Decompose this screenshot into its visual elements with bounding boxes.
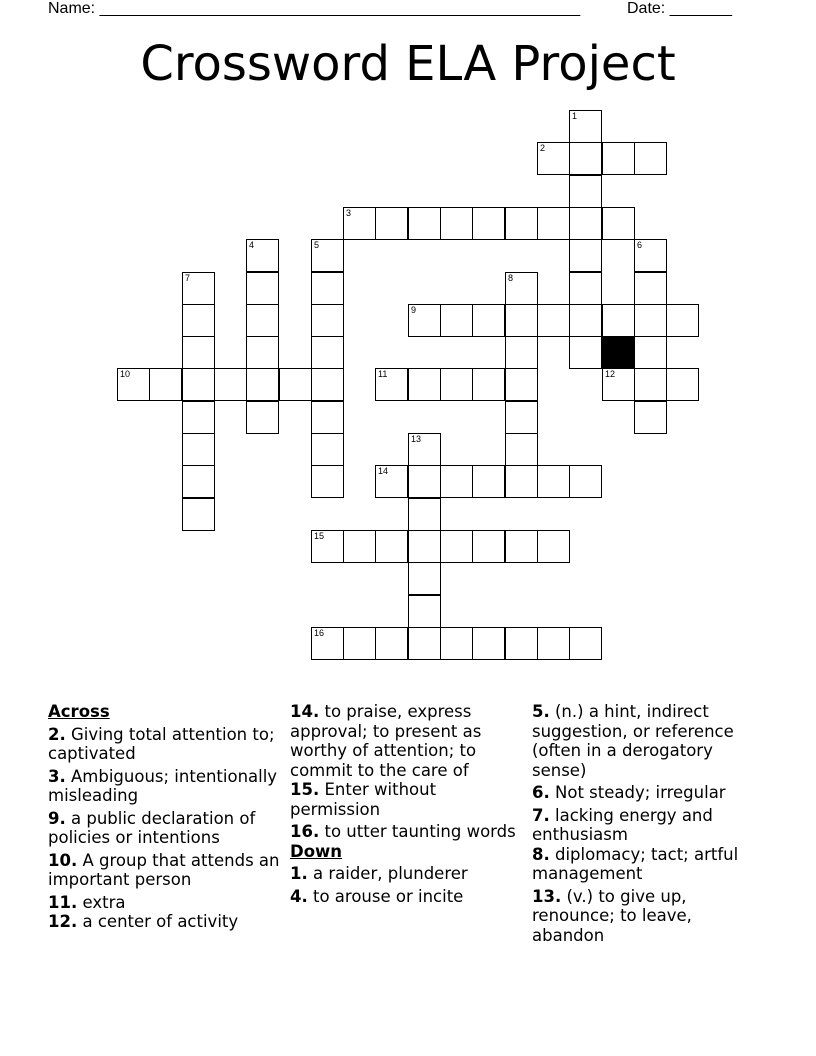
grid-cell[interactable] (505, 368, 538, 401)
clue-number: 12. (48, 912, 78, 931)
grid-cell[interactable] (569, 142, 602, 175)
grid-cell[interactable] (408, 465, 441, 498)
grid-cell[interactable] (505, 401, 538, 434)
grid-cell[interactable] (472, 368, 505, 401)
clue-across-11 (48, 893, 280, 913)
grid-cell[interactable] (505, 530, 538, 563)
grid-cell[interactable] (634, 368, 667, 401)
grid-cell[interactable] (537, 627, 570, 660)
clue-across-12 (48, 912, 280, 932)
grid-cell[interactable] (472, 530, 505, 563)
clue-number: 1. (290, 864, 308, 883)
grid-cell[interactable] (634, 304, 667, 337)
grid-cell[interactable] (537, 142, 570, 175)
grid-cell[interactable] (343, 530, 376, 563)
cell-number: 5 (314, 240, 320, 250)
clue-text: A group that attends an important person (48, 850, 280, 889)
grid-cell[interactable] (311, 239, 344, 272)
clue-number: 10. (48, 850, 78, 870)
clue-text: a public declaration of policies or intentions (48, 808, 256, 847)
grid-cell[interactable] (246, 401, 279, 434)
grid-cell[interactable] (634, 239, 667, 272)
cell-number: 3 (346, 208, 352, 218)
clue-text: Giving total attention to; captivated (48, 724, 275, 763)
grid-cell[interactable] (505, 465, 538, 498)
grid-cell[interactable] (569, 627, 602, 660)
grid-cell[interactable] (311, 433, 344, 466)
grid-cell[interactable] (182, 401, 215, 434)
grid-cell[interactable] (246, 368, 279, 401)
grid-cell[interactable] (634, 401, 667, 434)
cell-number: 10 (120, 369, 131, 379)
clue-text: Ambiguous; intentionally misleading (48, 766, 278, 805)
grid-cell[interactable] (666, 368, 699, 401)
grid-cell[interactable] (182, 498, 215, 531)
grid-cell[interactable] (246, 239, 279, 272)
grid-cell[interactable] (472, 304, 505, 337)
grid-cell[interactable] (182, 465, 215, 498)
clue-across-9 (48, 809, 280, 848)
clue-text: diplomacy; tact; artful management (532, 844, 739, 883)
cell-number: 9 (411, 305, 417, 315)
cell-number: 1 (572, 111, 578, 121)
clue-text: (v.) to give up, renounce; to leave, abandon (532, 886, 692, 945)
grid-cell[interactable] (246, 272, 279, 305)
clue-number: 15. (290, 780, 320, 799)
grid-cell[interactable] (408, 595, 441, 628)
clue-text: extra (82, 892, 126, 912)
down-heading: Down (290, 841, 343, 861)
clue-number: 6. (532, 783, 550, 802)
cell-number: 6 (637, 240, 643, 250)
across-heading: Across (48, 702, 110, 721)
clue-across-2 (48, 725, 280, 764)
grid-cell[interactable] (505, 272, 538, 305)
clue-number: 13. (532, 886, 562, 906)
clue-across-3 (48, 767, 280, 806)
grid-cell[interactable] (311, 368, 344, 401)
grid-cell[interactable] (602, 368, 635, 401)
grid-cell[interactable] (343, 207, 376, 240)
grid-cell[interactable] (537, 465, 570, 498)
clue-number: 16. (290, 822, 320, 841)
grid-cell[interactable] (537, 207, 570, 240)
name-field[interactable]: Name: ______________________________________________________ (48, 0, 581, 17)
grid-cell[interactable] (311, 272, 344, 305)
grid-cell[interactable] (472, 207, 505, 240)
grid-cell[interactable] (569, 272, 602, 305)
clue-text: Enter without permission (290, 780, 437, 819)
grid-cell[interactable] (375, 530, 408, 563)
grid-cell[interactable] (246, 336, 279, 369)
grid-cell[interactable] (408, 627, 441, 660)
grid-cell[interactable] (440, 465, 473, 498)
clue-down-8 (532, 845, 764, 884)
grid-cell[interactable] (602, 304, 635, 337)
grid-cell[interactable] (569, 207, 602, 240)
clue-across-15 (290, 780, 522, 819)
grid-cell[interactable] (311, 304, 344, 337)
grid-cell[interactable] (440, 368, 473, 401)
clue-text: a raider, plunderer (313, 864, 468, 883)
cell-number: 7 (185, 273, 191, 283)
clue-number: 4. (290, 886, 308, 906)
grid-cell[interactable] (440, 304, 473, 337)
clue-down-1 (290, 864, 522, 884)
grid-cell[interactable] (182, 336, 215, 369)
grid-cell[interactable] (375, 627, 408, 660)
cell-number: 13 (411, 434, 422, 444)
clues-column-2 (290, 702, 522, 906)
grid-cell[interactable] (569, 175, 602, 208)
grid-cell[interactable] (602, 142, 635, 175)
grid-block (602, 336, 635, 369)
cell-number: 16 (314, 628, 325, 638)
clue-number: 11. (48, 892, 78, 912)
grid-cell[interactable] (311, 530, 344, 563)
grid-cell[interactable] (569, 465, 602, 498)
clue-text: to utter taunting words (324, 822, 516, 841)
clue-number: 7. (532, 805, 550, 825)
grid-cell[interactable] (666, 304, 699, 337)
grid-cell[interactable] (375, 368, 408, 401)
clue-number: 2. (48, 724, 66, 744)
clue-down-4 (290, 887, 522, 907)
grid-cell[interactable] (343, 627, 376, 660)
clue-text: to arouse or incite (313, 886, 464, 906)
clue-down-5 (532, 702, 764, 780)
clue-down-13 (532, 887, 764, 946)
clue-number: 3. (48, 766, 66, 786)
grid-cell[interactable] (634, 142, 667, 175)
cell-number: 12 (605, 369, 616, 379)
clue-number: 9. (48, 808, 66, 828)
grid-cell[interactable] (408, 207, 441, 240)
grid-cell[interactable] (408, 530, 441, 563)
grid-cell[interactable] (182, 433, 215, 466)
cell-number: 15 (314, 531, 325, 541)
grid-cell[interactable] (634, 336, 667, 369)
cell-number: 11 (378, 369, 388, 379)
grid-cell[interactable] (182, 368, 215, 401)
clue-number: 14. (290, 702, 320, 721)
grid-cell[interactable] (537, 304, 570, 337)
grid-cell[interactable] (537, 530, 570, 563)
clue-across-14 (290, 702, 522, 780)
page-title: Crossword ELA Project (140, 36, 676, 92)
clue-text: (n.) a hint, indirect suggestion, or reference (often in a derogatory sense) (532, 702, 734, 780)
clue-text: lacking energy and enthusiasm (532, 805, 713, 844)
grid-cell[interactable] (182, 272, 215, 305)
clue-across-10 (48, 851, 280, 890)
grid-cell[interactable] (311, 465, 344, 498)
clue-text: Not steady; irregular (555, 783, 726, 802)
date-field[interactable]: Date: _______ (627, 0, 732, 17)
grid-cell[interactable] (569, 336, 602, 369)
grid-cell[interactable] (569, 110, 602, 143)
grid-cell[interactable] (440, 207, 473, 240)
clue-number: 8. (532, 844, 550, 864)
grid-cell[interactable] (408, 562, 441, 595)
cell-number: 14 (378, 466, 389, 476)
grid-cell[interactable] (311, 401, 344, 434)
grid-cell[interactable] (408, 304, 441, 337)
clues-column-3 (532, 702, 764, 945)
grid-cell[interactable] (408, 433, 441, 466)
grid-cell[interactable] (375, 207, 408, 240)
clue-down-7 (532, 806, 764, 845)
grid-cell[interactable] (569, 304, 602, 337)
grid-cell[interactable] (569, 239, 602, 272)
grid-cell[interactable] (472, 465, 505, 498)
grid-cell[interactable] (117, 368, 150, 401)
clue-down-6 (532, 783, 764, 803)
grid-cell[interactable] (149, 368, 182, 401)
grid-cell[interactable] (472, 627, 505, 660)
grid-cell[interactable] (375, 465, 408, 498)
clue-number: 5. (532, 702, 550, 721)
grid-cell[interactable] (311, 336, 344, 369)
grid-cell[interactable] (214, 368, 247, 401)
grid-cell[interactable] (408, 498, 441, 531)
grid-cell[interactable] (505, 627, 538, 660)
clue-across-16 (290, 822, 522, 842)
clues-column-1 (48, 702, 280, 932)
grid-cell[interactable] (279, 368, 312, 401)
cell-number: 4 (249, 240, 255, 250)
grid-cell[interactable] (408, 368, 441, 401)
grid-cell[interactable] (634, 272, 667, 305)
clue-text: a center of activity (82, 912, 239, 931)
cell-number: 2 (540, 143, 546, 153)
cell-number: 8 (508, 273, 514, 283)
grid-cell[interactable] (505, 433, 538, 466)
grid-cell[interactable] (440, 627, 473, 660)
grid-cell[interactable] (182, 304, 215, 337)
grid-cell[interactable] (440, 530, 473, 563)
grid-cell[interactable] (505, 336, 538, 369)
grid-cell[interactable] (246, 304, 279, 337)
grid-cell[interactable] (311, 627, 344, 660)
grid-cell[interactable] (505, 304, 538, 337)
grid-cell[interactable] (602, 207, 635, 240)
clue-text: to praise, express approval; to present as worthy of attention; to commit to the care of (290, 702, 482, 780)
grid-cell[interactable] (505, 207, 538, 240)
